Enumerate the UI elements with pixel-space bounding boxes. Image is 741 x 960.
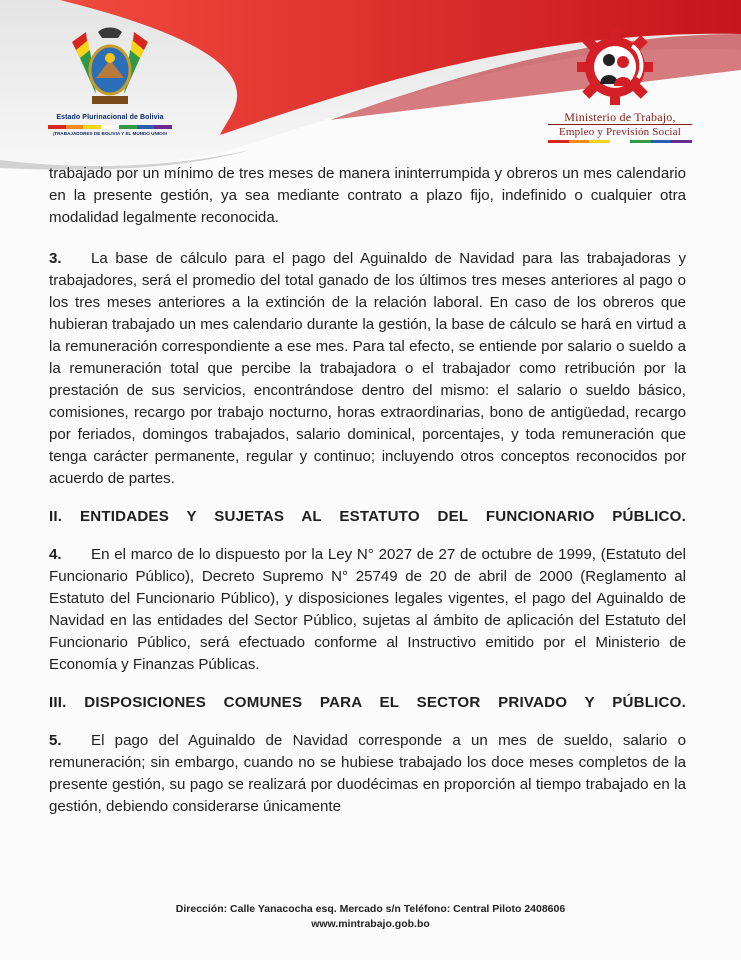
paragraph-number: 3. [49, 250, 62, 267]
ministry-wiphala-stripe [548, 140, 692, 143]
paragraph-number: 4. [49, 546, 62, 563]
paragraph-4 [49, 544, 686, 676]
footer-address: Dirección: Calle Yanacocha esq. Mercado s/n Teléfono: Central Piloto 2408606 [175, 903, 566, 915]
paragraph-3 [49, 248, 686, 490]
paragraph-intro: trabajado por un mínimo de tres meses de manera ininterrumpida y obreros un mes calendario en la presente gestión, ya sea mediante contrato a plazo fijo, indefinido o cualquier otra modalidad legalmente reconocida. [49, 165, 686, 226]
ministry-name-line2: Empleo y Previsión Social [558, 126, 681, 138]
state-motto: ¡TRABAJADORES DE BOLIVIA Y EL MUNDO UNIOS! [52, 131, 168, 136]
paragraph-5 [49, 730, 686, 818]
paragraph-text: El pago del Aguinaldo de Navidad corresponde a un mes de sueldo, salario o remuneración; sin embargo, cuando no se hubiese trabajado los doce meses completos de la presente gestión, su pago se realizará por duodécimas en proporción al tiempo trabajado en la gestión, debiendo considerarse únicamente [49, 732, 686, 815]
section-heading-iii: III. DISPOSICIONES COMUNES PARA EL SECTOR PRIVADO Y PÚBLICO. [49, 694, 686, 711]
paragraph-number: 5. [49, 732, 62, 749]
bolivia-state-logo [40, 22, 180, 147]
wiphala-stripe [48, 125, 172, 129]
ministry-logo [540, 28, 700, 148]
ministry-name-line1: Ministerio de Trabajo, [564, 110, 676, 124]
gear-people-icon [576, 28, 654, 106]
ministry-divider [548, 124, 692, 125]
state-name: Estado Plurinacional de Bolivia [56, 114, 164, 121]
coat-of-arms-icon [62, 22, 158, 114]
paragraph-text: La base de cálculo para el pago del Aguinaldo de Navidad para las trabajadoras y trabajadores, será el promedio del total ganado de los últimos tres meses anteriores al pago o los tres meses anteriores a la extinción de la relación laboral. En caso de los obreros que hubieran trabajado un mes calendario durante la gestión, la base de cálculo se hará en virtud a la remuneración correspondiente a ese mes. Para tal efecto, se entiende por salario o sueldo a la remuneración total que percibe la trabajadora o el trabajador como retribución por la prestación de sus servicios, encontrándose dentro del mismo: el salario o sueldo básico, comisiones, recargo por trabajo nocturno, horas extraordinarias, bono de antigüedad, recargo por feriados, domingos trabajados, salario dominical, porcentajes, y toda remuneración que tenga carácter permanente, regular y continuo; incluyendo otros conceptos reconocidos por acuerdo de partes. [49, 250, 686, 487]
document-body [49, 163, 686, 818]
section-heading-ii: II. ENTIDADES Y SUJETAS AL ESTATUTO DEL FUNCIONARIO PÚBLICO. [49, 508, 686, 525]
footer-website: www.mintrabajo.gob.bo [311, 918, 430, 930]
paragraph-text: En el marco de lo dispuesto por la Ley N° 2027 de 27 de octubre de 1999, (Estatuto del Funcionario Público), Decreto Supremo N° 25749 de 20 de abril de 2000 (Reglamento al Estatuto del Funcionario Público), y disposiciones legales vigentes, el pago del Aguinaldo de Navidad en las entidades del Sector Público, sujetas al ámbito de aplicación del Estatuto del Funcionario Público, será efectuado conforme al Instructivo emitido por el Ministerio de Economía y Finanzas Públicas. [49, 546, 686, 673]
page-footer [0, 902, 741, 932]
